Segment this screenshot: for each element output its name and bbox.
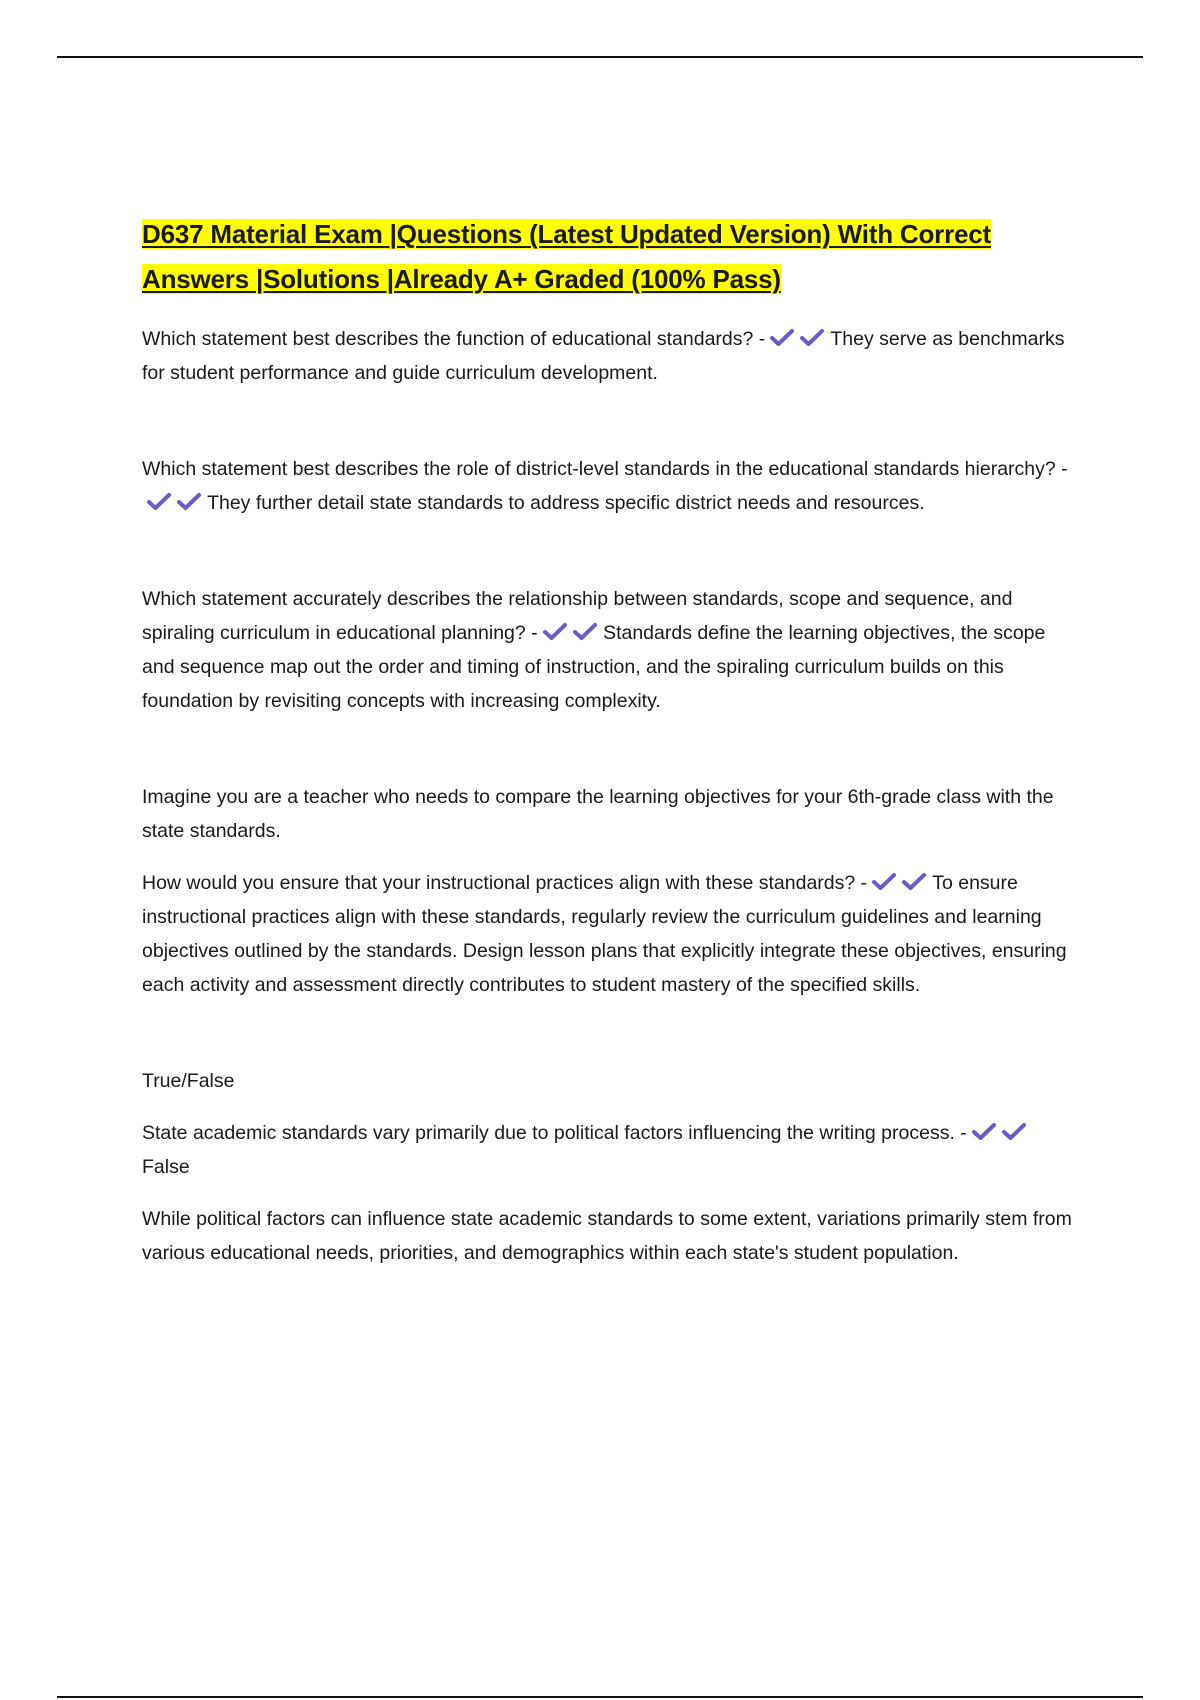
checkmark-icon	[769, 328, 795, 348]
checkmark-icon	[901, 872, 927, 892]
checkmark-icon	[799, 328, 825, 348]
answer-text: They serve as benchmarks for student performance and guide curriculum development.	[142, 328, 1065, 384]
answer-text: To ensure instructional practices align with these standards, regularly review the curriculum guidelines and learning objectives outlined by the standards. Design lesson plans that explicitly integrate these objectives, ensuring each activity and assessment directly contributes to student mastery of the specified skills.	[142, 872, 1067, 996]
checkmark-icon	[971, 1122, 997, 1142]
question-text: Which statement best describes the role of district-level standards in the educational standards hierarchy? -	[142, 458, 1068, 480]
top-rule	[57, 56, 1143, 58]
checkmark-icon	[572, 622, 598, 642]
explanation-text: While political factors can influence state academic standards to some extent, variations primarily stem from various educational needs, priorities, and demographics within each state's student population.	[142, 1208, 1072, 1264]
document-title-text: D637 Material Exam |Questions (Latest Updated Version) With Correct Answers |Solutions |Already A+ Graded (100% Pass)	[142, 219, 991, 294]
question-type-label: True/False	[142, 1070, 235, 1092]
checkmark-icon	[176, 492, 202, 512]
qa-item-5	[142, 1116, 1072, 1184]
bottom-rule	[57, 1696, 1143, 1698]
question-text: How would you ensure that your instructional practices align with these standards? -	[142, 872, 868, 894]
qa-item-3	[142, 582, 1072, 718]
checkmark-icon	[542, 622, 568, 642]
checkmark-icon	[871, 872, 897, 892]
qa-item-4	[142, 866, 1072, 1002]
checkmark-icon	[146, 492, 172, 512]
question-text: Which statement accurately describes the relationship between standards, scope and sequence, and spiraling curriculum in educational planning? -	[142, 588, 1013, 644]
answer-text: Standards define the learning objectives, the scope and sequence map out the order and timing of instruction, and the spiraling curriculum builds on this foundation by revisiting concepts with increasing complexity.	[142, 622, 1046, 712]
answer-text: They further detail state standards to address specific district needs and resources.	[207, 492, 925, 514]
qa-item-2	[142, 452, 1072, 520]
answer-text: False	[142, 1156, 190, 1178]
document-title	[142, 212, 1072, 302]
question-text: Which statement best describes the function of educational standards? -	[142, 328, 766, 350]
qa-item-1	[142, 322, 1072, 390]
question-text: State academic standards vary primarily due to political factors influencing the writing process. -	[142, 1122, 967, 1144]
document-body	[142, 212, 1072, 1270]
scenario-text: Imagine you are a teacher who needs to compare the learning objectives for your 6th-grade class with the state standards.	[142, 786, 1054, 842]
checkmark-icon	[1001, 1122, 1027, 1142]
